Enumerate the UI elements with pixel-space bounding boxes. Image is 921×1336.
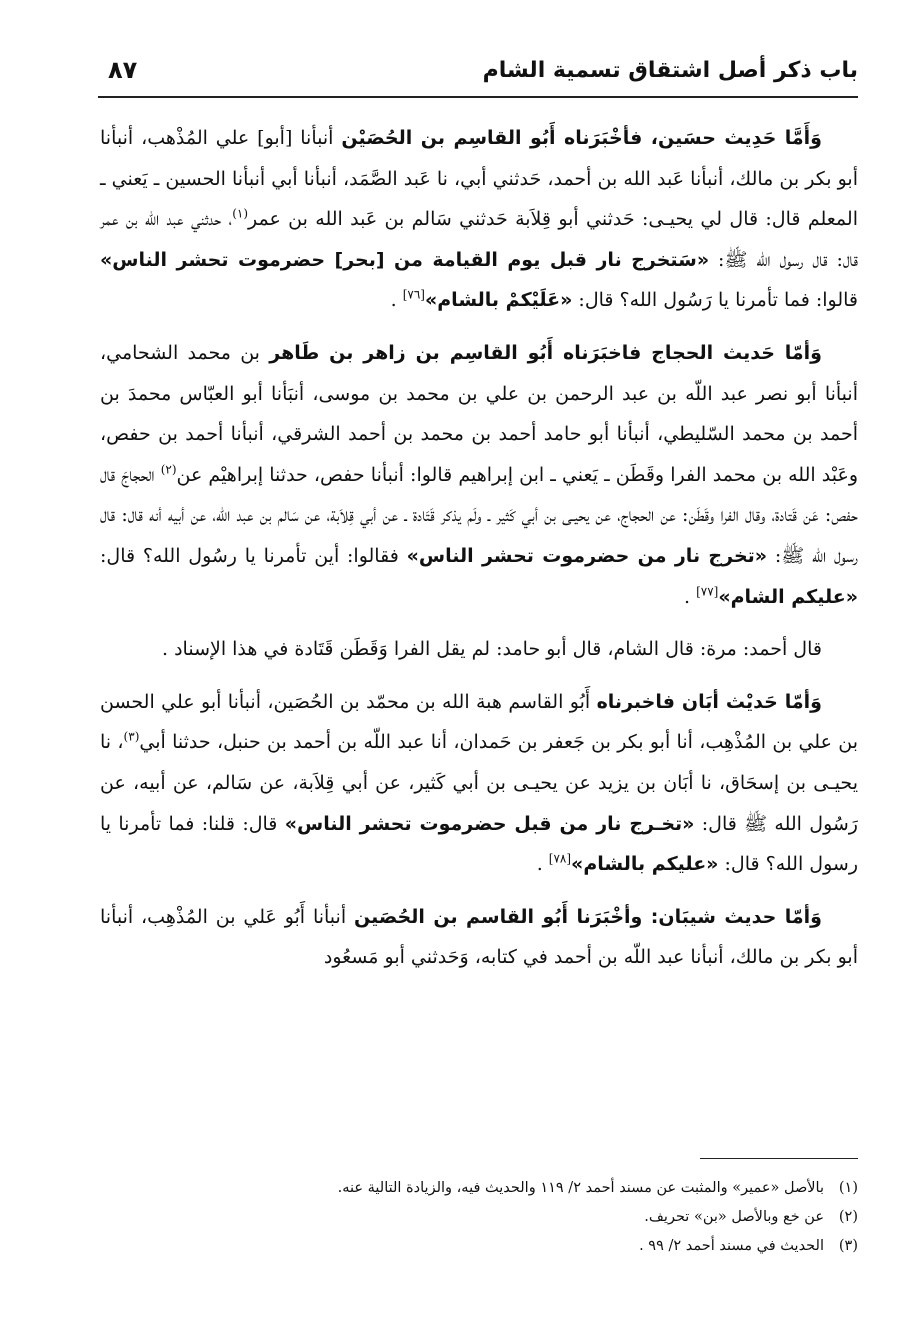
paragraph-text: أنبأنا أَبُو عَلي بن المُذْهِب، أنبأنا أبو بكر بن مالك، أنبأنا عبد اللّه بن أحمد في كتابه، وَحَدثني أبو مَسعُود — [100, 905, 858, 969]
paragraph-end: . — [683, 585, 697, 608]
footnotes — [240, 1174, 858, 1261]
footnote-number: (٣) — [838, 1238, 858, 1254]
hadith-reference: [٧٦] — [402, 288, 425, 303]
paragraph-text: الحجاجَ قال حفص: عَن قَتادة، وقال الفرا وقَطَن: عن الحجاج، عن يحيـى بن أبي كَثير ـ ولَم يذكر قَتَادة ـ عن أبي قِلاَبة، عن سَالم بن عبد اللّه، عن أبيه أنه قال: قال رسول الله ﷺ: — [100, 463, 858, 567]
page-number: ٨٧ — [108, 56, 138, 84]
paragraph-text: أنبأنا [أبو] علي المُذْهب، أنبأنا أبو بكر بن مالك، أنبأنا عَبد الله بن أحمد، حَدثني أبي، نا عَبد الصَّمَد، أنبأنا أبي أنبأنا الحسين ـ يَعني ـ المعلم قال: قال لي يحيـى: حَدثني أبو قِلاَبة حَدثني سَالم بن عَبد الله بن عمر — [100, 127, 858, 231]
footnote-text: بالأصل «عمير» والمثبت عن مسند أحمد ٢/ ١١٩ والحديث فيه، والزيادة التالية عنه. — [337, 1180, 824, 1196]
paragraph-heading: وَأمّا حديث شيبَان: وأخْبَرَنا أَبُو القاسم بن الحُصَين — [353, 905, 822, 928]
footnote-2 — [240, 1203, 858, 1232]
paragraph-heading: وَأمّا حَديث الحجاج فاخبَرَناه أَبُو القاسِم بن زاهر بن طَاهر — [269, 341, 822, 364]
hadith-quote: «عليكم بالشام» — [571, 853, 719, 876]
paragraph-hajjaj — [100, 333, 858, 617]
paragraph-heading: وَأَمَّا حَدِيث حسَين، فأخْبَرَناه أَبُو القاسِم بن الحُصَيْن — [341, 127, 822, 149]
hadith-reference: [٧٨] — [548, 851, 572, 866]
main-text — [100, 118, 858, 990]
hadith-reference: [٧٧] — [696, 584, 719, 599]
footnote-marker: (٢) — [160, 462, 177, 477]
paragraph-shayban — [100, 897, 858, 978]
footnote-3 — [240, 1232, 858, 1261]
footnote-marker: (٣) — [123, 729, 140, 744]
paragraph-text: ، حدثني عبد اللّه بن عمر قال: قال رسول الله ﷺ: — [100, 208, 858, 271]
paragraph-husain — [100, 118, 858, 321]
hadith-quote: «تخـرج نار من قبل حضرموت تحشر الناس» — [284, 812, 695, 835]
footnote-1 — [240, 1174, 858, 1203]
hadith-quote: «عليكم الشام» — [718, 585, 858, 608]
footnote-text: عن خع وبالأصل «بن» تحريف. — [644, 1209, 824, 1225]
footnote-marker: (١) — [232, 206, 249, 221]
paragraph-end: . — [390, 289, 403, 312]
footnote-number: (٢) — [838, 1209, 858, 1225]
running-header — [98, 56, 858, 98]
paragraph-text: فقالوا: أين تأمرنا يا رسُول الله؟ قال: — [100, 544, 407, 567]
paragraph-ahmad-note — [100, 629, 858, 670]
paragraph-text: قال: قلنا: فما تأمرنا يا رسول الله؟ قال: — [100, 812, 858, 876]
paragraph-text: قال أحمد: مرة: قال الشام، قال أبو حامد: لم يقل الفرا وَقَطَن قَتَادة في هذا الإسناد . — [162, 638, 822, 661]
paragraph-heading: وَأمّا حَديْث أبَان فاخبرناه — [596, 690, 822, 713]
paragraph-text: أَبُو القاسم هبة الله بن محمّد بن الحُصَين، أنبأنا أبو علي الحسن بن علي بن المُذْهِب، أنا أبو بكر بن جَعفر بن حَمدان، أنا عبد اللّه بن أحمد بن حنبل، حدثنا أبي — [100, 690, 859, 754]
footnote-divider — [700, 1158, 858, 1159]
footnote-text: الحديث في مسند أحمد ٢/ ٩٩ . — [639, 1238, 824, 1254]
hadith-quote: «سَتخرج نار قبل يوم القيامة من [بحر] حضرموت تحشر الناس» — [100, 248, 710, 271]
paragraph-text: قالوا: فما تأمرنا يا رَسُول الله؟ قال: — [572, 289, 858, 312]
hadith-quote: «تخرج نار من حضرموت تحشر الناس» — [406, 544, 768, 567]
chapter-title: باب ذكر أصل اشتقاق تسمية الشام — [482, 58, 858, 83]
paragraph-text: ، نا يحيـى بن إسحَاق، نا أبَان بن يزيد عن يحيـى بن أبي كَثير، عن أبي قِلاَبة، عن سَالم، عن أبيه، عن رَسُول الله ﷺ قال: — [100, 731, 858, 835]
footnote-number: (١) — [838, 1180, 858, 1196]
paragraph-text: بن محمد الشحامي، أنبأنا أبو نصر عبد اللّه بن عبد الرحمن بن علي بن محمد بن موسى، أنبَأنا أبو العبّاس محمدَ بن أحمد بن محمد السّليطي، أنبأنا أبو حامد أحمد بن محمد بن أحمد الشرقي، أنبأنا أحمد بن حفص، وعَبْد الله بن محمد الفرا وقَطَن ـ يَعني ـ ابن إبراهيم قالوا: أنبأنا حفص، حدثنا إبراهيْم عن — [100, 341, 858, 486]
paragraph-aban — [100, 682, 858, 885]
hadith-quote: «عَلَيْكمْ بالشام» — [424, 289, 573, 312]
paragraph-end: . — [536, 853, 549, 876]
